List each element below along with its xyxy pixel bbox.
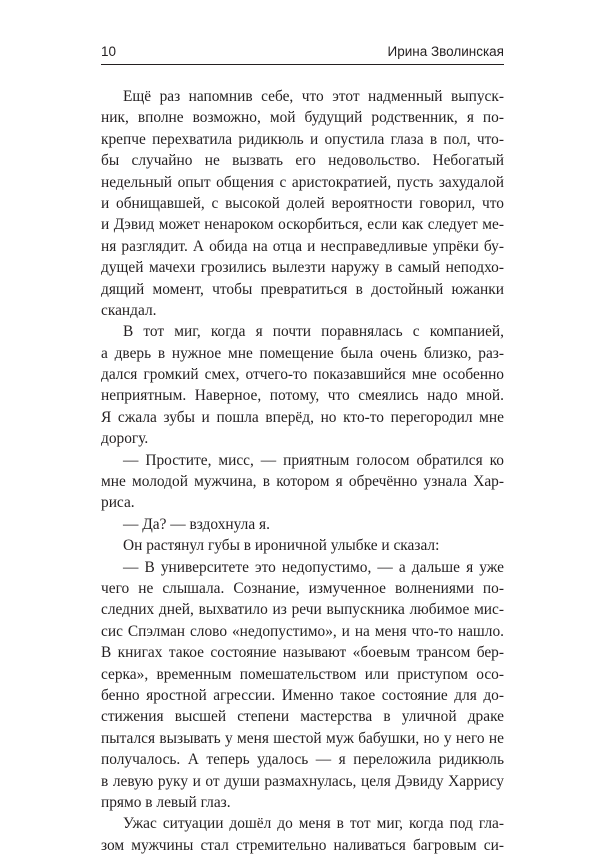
text-line: — Простите, мисс, — приятным голосом обратился ко (123, 451, 504, 469)
text-line: ня разглядит. А обида на отца и несправедливые упрёки бу- (101, 237, 504, 255)
header-rule (101, 64, 504, 65)
text-line: Я сжала зубы и пошла вперёд, но кто-то перегородил мне (101, 408, 504, 426)
text-line: мне молодой мужчина, в котором я обречённо узнала Хар- (101, 473, 504, 491)
text-line: зом мужчины стал стремительно наливаться багровым си- (101, 836, 504, 854)
text-line: в левую руку и от души размахнулась, целя Дэвиду Харрису (101, 772, 504, 790)
text-line: бы случайно не вызвать его недовольство. Небогатый (101, 152, 504, 170)
text-line: В книгах такое состояние называют «боевым трансом бер- (101, 644, 504, 662)
text-line: получалось. А теперь удалось — я переложила ридикюль (101, 751, 504, 769)
text-line: В тот миг, когда я почти поравнялась с компанией, (123, 323, 504, 341)
text-line: крепче перехватила ридикюль и опустила глаза в пол, что- (101, 130, 504, 148)
text-line: чего не слышала. Сознание, измученное волнениями по- (101, 579, 504, 597)
text-line: риса. (101, 494, 135, 512)
text-line: неприятным. Наверное, потому, что смеялись надо мной. (101, 387, 504, 405)
text-line: и Дэвид может ненароком оскорбиться, если как следует ме- (101, 216, 504, 234)
page-number: 10 (101, 44, 117, 59)
text-line: ник, вполне возможно, мой будущий родственник, я по- (101, 109, 504, 127)
text-line: дался громкий смех, отчего-то показавшийся мне особенно (101, 366, 504, 384)
text-line: дущей мачехи грозились вылезти наружу в самый неподхо- (101, 259, 504, 277)
text-line: Ужас ситуации дошёл до меня в тот миг, когда под гла- (123, 815, 504, 833)
text-line: — В университете это недопустимо, — а дальше я уже (123, 558, 504, 576)
text-line: сис Спэлман слово «недопустимо», и на меня что-то нашло. (101, 622, 504, 640)
author-name: Ирина Зволинская (387, 44, 504, 59)
body-text (101, 86, 504, 856)
text-line: следних дней, выхватило из речи выпускника любимое мис- (101, 601, 504, 619)
text-line: а дверь в нужное мне помещение была очень близко, раз- (101, 344, 504, 362)
text-line: Ещё раз напомнив себе, что этот надменный выпуск- (123, 88, 504, 105)
text-line: серка», временным помешательством или приступом осо- (101, 665, 504, 683)
text-line: дящий момент, чтобы превратиться в достойный южанки (101, 280, 504, 298)
text-line: пытался вызывать у меня шестой муж бабушки, но у него не (101, 729, 504, 747)
text-line: прямо в левый глаз. (101, 793, 231, 811)
text-line: и обнищавшей, с высокой долей вероятности говорил, что (101, 194, 504, 212)
text-line: Он растянул губы в ироничной улыбке и сказал: (123, 537, 440, 555)
text-line: — Да? — вздохнула я. (123, 515, 270, 533)
text-line: дорогу. (101, 430, 149, 448)
text-line: недельный опыт общения с аристократией, пусть захудалой (101, 173, 504, 191)
running-header (101, 44, 504, 64)
text-line: скандал. (101, 301, 157, 319)
text-line: бенно яростной агрессии. Именно такое состояние для до- (101, 686, 504, 704)
text-line: стижения высшей степени мастерства в уличной драке (101, 708, 504, 726)
